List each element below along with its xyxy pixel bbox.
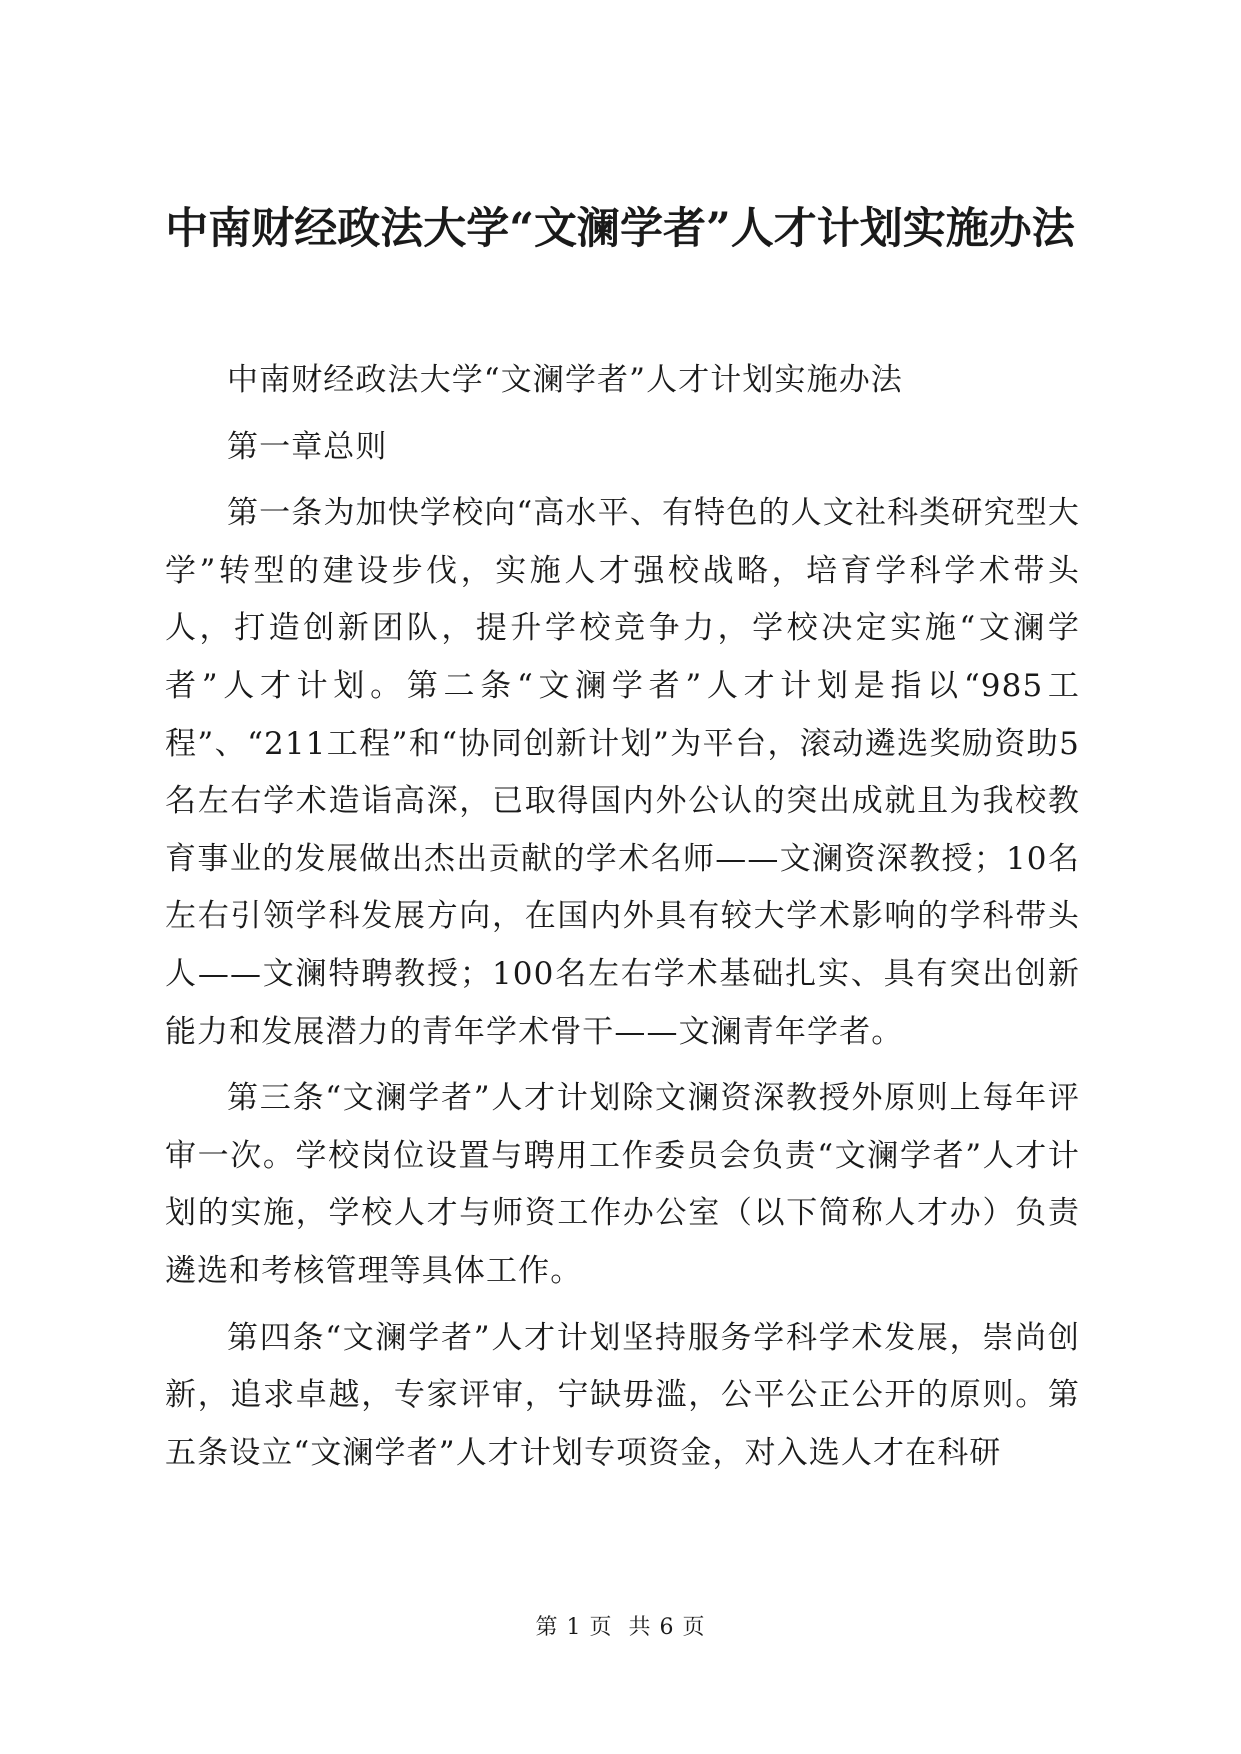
document-title: 中南财经政法大学“文澜学者”人才计划实施办法 bbox=[165, 204, 1075, 254]
body-paragraph: 第三条“文澜学者”人才计划除文澜资深教授外原则上每年评审一次。学校岗位设置与聘用工作委员会负责“文澜学者”人才计划的实施，学校人才与师资工作办公室（以下简称人才办）负责遴选和考核管理等具体工作。 bbox=[165, 1080, 1080, 1289]
document-body bbox=[165, 352, 1080, 1491]
page-number-label: 第 1 页 共 6 页 bbox=[535, 1615, 706, 1640]
page-footer bbox=[0, 1610, 1241, 1641]
subtitle-paragraph: 中南财经政法大学“文澜学者”人才计划实施办法 bbox=[227, 362, 903, 398]
body-paragraph: 第四条“文澜学者”人才计划坚持服务学科学术发展，崇尚创新，追求卓越，专家评审，宁缺毋滥，公平公正公开的原则。第五条设立“文澜学者”人才计划专项资金，对入选人才在科研 bbox=[165, 1319, 1080, 1471]
chapter-heading: 第一章总则 bbox=[227, 428, 388, 465]
body-paragraph: 第一条为加快学校向“高水平、有特色的人文社科类研究型大学”转型的建设步伐，实施人才强校战略，培育学科学术带头人，打造创新团队，提升学校竞争力，学校决定实施“文澜学者”人才计划。第二条“文澜学者”人才计划是指以“985工程”、“211工程”和“协同创新计划”为平台，滚动遴选奖励资助5名左右学术造诣高深，已取得国内外公认的突出成就且为我校教育事业的发展做出杰出贡献的学术名师——文澜资深教授；10名左右引领学科发展方向，在国内外具有较大学术影响的学科带头人——文澜特聘教授；100名左右学术基础扎实、具有突出创新能力和发展潜力的青年学术骨干——文澜青年学者。 bbox=[165, 495, 1080, 1050]
